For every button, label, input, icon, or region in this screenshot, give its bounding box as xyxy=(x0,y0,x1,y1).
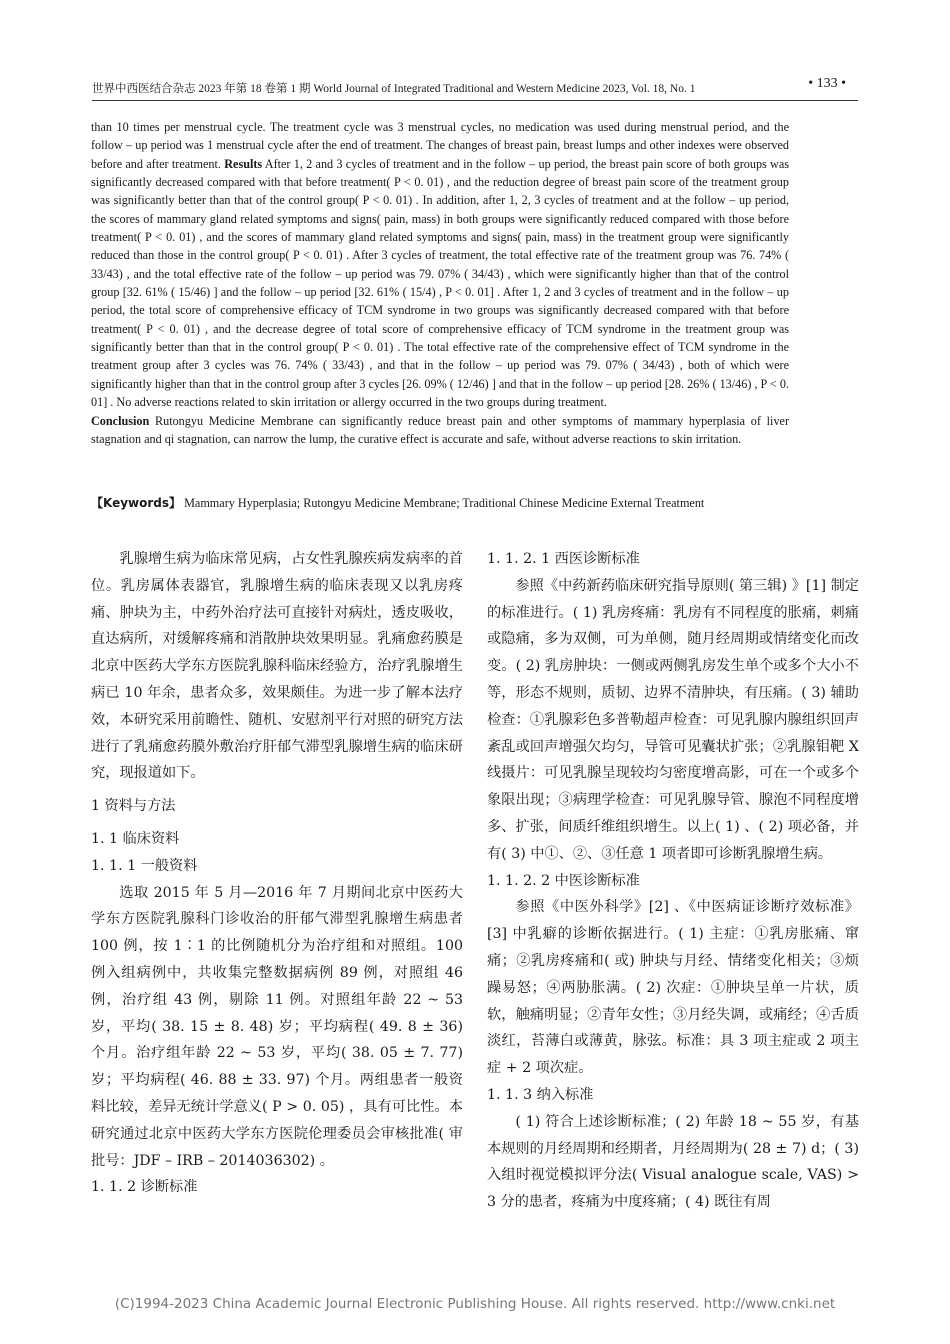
section-heading-1-1-2-1: 1. 1. 2. 1 西医诊断标准 xyxy=(487,551,640,567)
introduction-paragraph: 乳腺增生病为临床常见病，占女性乳腺疾病发病率的首位。乳房属体表器官，乳腺增生病的临床表现又以乳房疼痛、肿块为主，中药外治疗法可直接针对病灶，透皮吸收，直达病所，对缓解疼痛和消散肿块效果明显。乳痛愈药膜是北京中医药大学东方医院乳腺科临床经验方，治疗乳腺增生病已 10 年余，患者众多，效果颇佳。为进一步了解本法疗效，本研究采用前瞻性、随机、安慰剂平行对照的研究方法进行了乳痛愈药膜外敷治疗肝郁气滞型乳腺增生病的临床研究，现报道如下。 xyxy=(91,551,463,782)
section-heading-1: 1 资料与方法 xyxy=(91,798,176,815)
section-heading-1-1-2-2: 1. 1. 2. 2 中医诊断标准 xyxy=(487,872,640,889)
section-heading-1-1-2: 1. 1. 2 诊断标准 xyxy=(91,1179,198,1196)
results-label: Results xyxy=(224,156,263,171)
keywords-text: Mammary Hyperplasia; Rutongyu Medicine Membrane; Traditional Chinese Medicine External Treatment xyxy=(184,496,705,510)
western-diagnosis-paragraph: 参照《中药新药临床研究指导原则( 第三辑) 》[1] 制定的标准进行。( 1) 乳房疼痛：乳房有不同程度的胀痛，刺痛或隐痛，多为双侧，可为单侧，随月经周期或情绪变化而改变。( 2) 乳房肿块：一侧或两侧乳房发生单个或多个大小不等，形态不规则，质韧、边界不清肿块，有压痛。( 3) 辅助检查：①乳腺彩色多普勒超声检查：可见乳腺内腺组织回声紊乱或回声增强欠均匀，导管可见囊状扩张；②乳腺钼靶 X 线摄片：可见乳腺呈现较均匀密度增高影，可在一个或多个象限出现；③病理学检查：可见乳腺导管、腺泡不同程度增多、扩张，间质纤维组织增生。以上( 1) 、( 2) 项必备，并有( 3) 中①、②、③任意 1 项者即可诊断乳腺增生病。 xyxy=(487,577,859,862)
right-column xyxy=(487,546,859,1216)
keywords-label: 【Keywords】 xyxy=(91,496,182,510)
page-number: • 133 • xyxy=(808,76,846,91)
tcm-diagnosis-paragraph: 参照《中医外科学》[2] 、《中医病证诊断疗效标准》[3] 中乳癖的诊断依据进行。( 1) 主症：①乳房胀痛、窜痛；②乳房疼痛和( 或) 肿块与月经、情绪变化相关；③烦躁易怒；④两胁胀满。( 2) 次症：①肿块呈单一片状，质软，触痛明显；②青年女性；③月经失调，或痛经；④舌质淡红，苔薄白或薄黄，脉弦。标准：具 3 项主症或 2 项主症 + 2 项次症。 xyxy=(487,899,859,1077)
results-text: After 1, 2 and 3 cycles of treatment and in the follow – up period, the breast pain score of both groups was significantly decreased compared with that before treatment( P < 0. 01) , and the reduction degree of breast pain score of the treatment group was significantly better than that of the control group( P < 0. 01) . In addition, after 1, 2, 3 cycles of treatment and at the follow – up period, the scores of mammary gland related symptoms and signs( pain, mass) in both groups were significantly reduced compared with those before treatment( P < 0. 01) , and the scores of mammary gland related symptoms and signs( pain, mass) in the treatment group were significantly reduced than those in the control group( P < 0. 01) . After 3 cycles of treatment, the total effective rate of the treatment group was 76. 74% ( 33/43) , and the total effective rate of the follow – up period was 79. 07% ( 34/43) , which were significantly higher than that of the control group [32. 61% ( 15/46) ] and the follow – up period [32. 61% ( 15/4) , P < 0. 01] . After 1, 2 and 3 cycles of treatment and in the follow – up period, the total score of comprehensive efficacy of TCM syndrome in two groups was significantly decreased compared with that before treatment( P < 0. 01) , and the decrease degree of total score of comprehensive efficacy of TCM syndrome in the treatment group was significantly better than that in the control group( P < 0. 01) . The total effective rate of the comprehensive effect of TCM syndrome in the treatment group after 3 cycles was 76. 74% ( 33/43) , and that in the follow – up period was 79. 07% ( 34/43) , both of which were significantly higher than that in the control group after 3 cycles [26. 09% ( 12/46) ] and that in the follow – up period [28. 26% ( 13/46) , P < 0. 01] . No adverse reactions related to skin irritation or allergy occurred in the two groups during treatment. xyxy=(91,156,790,410)
running-header xyxy=(92,74,858,98)
section-heading-1-1-3: 1. 1. 3 纳入标准 xyxy=(487,1086,594,1103)
keywords xyxy=(91,494,789,512)
conclusion-text: Rutongyu Medicine Membrane can significantly reduce breast pain and other symptoms of mammary hyperplasia of liver stagnation and qi stagnation, can narrow the lump, the curative effect is accurate and safe, without adverse reactions to skin irritation. xyxy=(91,413,790,446)
inclusion-criteria-paragraph: ( 1) 符合上述诊断标准；( 2) 年龄 18 ~ 55 岁，有基本规则的月经周期和经期者，月经周期为( 28 ± 7) d；( 3) 入组时视觉模拟评分法( Visual analogue scale, VAS) > 3 分的患者，疼痛为中度疼痛；( 4) 既往有周 xyxy=(487,1113,859,1211)
header-divider xyxy=(92,100,858,101)
general-data-paragraph: 选取 2015 年 5 月—2016 年 7 月期间北京中医药大学东方医院乳腺科门诊收治的肝郁气滞型乳腺增生病患者 100 例，按 1∶1 的比例随机分为治疗组和对照组。100 例入组病例中，共收集完整数据病例 89 例，对照组 46 例，治疗组 43 例，剔除 11 例。对照组年龄 22 ~ 53 岁，平均( 38. 15 ± 8. 48) 岁；平均病程( 49. 8 ± 36) 个月。治疗组年龄 22 ~ 53 岁，平均( 38. 05 ± 7. 77) 岁；平均病程( 46. 88 ± 33. 97) 个月。两组患者一般资料比较，差异无统计学意义( P > 0. 05) ，具有可比性。本研究通过北京中医药大学东方医院伦理委员会审核批准( 审批号：JDF – IRB – 2014036302) 。 xyxy=(91,884,463,1169)
left-column xyxy=(91,546,463,1201)
section-heading-1-1-1: 1. 1. 1 一般资料 xyxy=(91,857,198,874)
copyright-footer: (C)1994-2023 China Academic Journal Electronic Publishing House. All rights reserved. http://www.cnki.net xyxy=(114,1296,836,1312)
abstract-methods-continued: than 10 times per menstrual cycle. The treatment cycle was 3 menstrual cycles, no medication was used during menstrual period, and the follow – up period was 1 menstrual cycle after the end of treatment. The changes of breast pain, breast lumps and other indexes were observed before and after treatment. xyxy=(91,120,789,171)
section-heading-1-1: 1. 1 临床资料 xyxy=(91,830,180,847)
conclusion-label: Conclusion xyxy=(91,413,150,428)
journal-running-title: 世界中西医结合杂志 2023 年第 18 卷第 1 期 World Journal of Integrated Traditional and Western Medicine 2023, Vol. 18, No. 1 xyxy=(92,83,696,95)
abstract-conclusion xyxy=(91,412,789,449)
abstract-methods-text xyxy=(91,118,789,412)
english-abstract xyxy=(91,118,789,448)
